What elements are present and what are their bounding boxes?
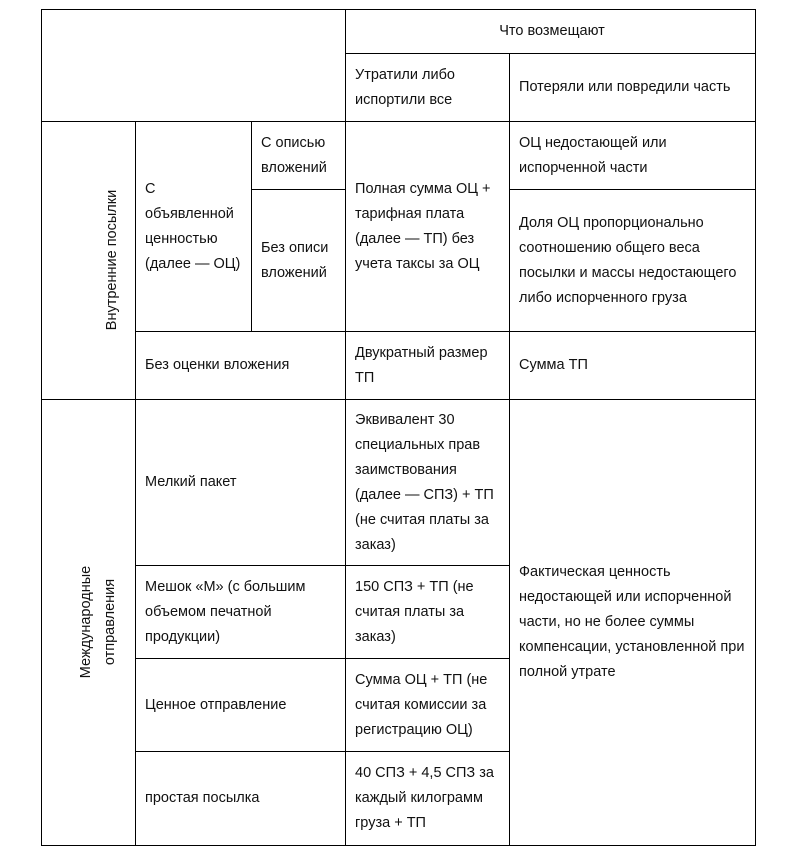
- intl-row-all-3: 40 СПЗ + 4,5 СПЗ за каждый килограмм груза + ТП: [346, 752, 510, 846]
- international-group-label: Международные отправления: [78, 565, 119, 679]
- declared-value-label: С объявленной ценностью (далее — ОЦ): [136, 122, 252, 332]
- intl-part-shared-cell: Фактическая ценность недостающей или испорченной части, но не более суммы компенсации, установленной при полной утрате: [510, 400, 756, 846]
- intl-row-all-0: Эквивалент 30 специальных прав заимствования (далее — СПЗ) + ТП (не считая платы за заказ): [346, 400, 510, 566]
- without-inventory-part-cell: Доля ОЦ пропорционально соотношению общего веса посылки и массы недостающего либо испорченного груза: [510, 190, 756, 332]
- domestic-group-cell: [42, 122, 136, 400]
- no-valuation-all-cell: Двукратный размер ТП: [346, 332, 510, 400]
- header-what-compensated: Что возмещают: [346, 10, 756, 54]
- international-group-cell: [42, 400, 136, 846]
- intl-row-label-1: Мешок «М» (с большим объемом печатной продукции): [136, 566, 346, 659]
- with-inventory-part-cell: ОЦ недостающей или испорченной части: [510, 122, 756, 190]
- no-valuation-part-cell: Сумма ТП: [510, 332, 756, 400]
- intl-row-all-2: Сумма ОЦ + ТП (не считая комиссии за регистрацию ОЦ): [346, 659, 510, 752]
- without-inventory-label: Без описи вложений: [252, 190, 346, 332]
- no-valuation-label: Без оценки вложения: [136, 332, 346, 400]
- domestic-group-label: Внутренние посылки: [104, 189, 121, 331]
- header-lost-part: Потеряли или повредили часть: [510, 54, 756, 122]
- with-inventory-label: С описью вложений: [252, 122, 346, 190]
- declared-value-all-cell: Полная сумма ОЦ + тарифная плата (далее — ТП) без учета таксы за ОЦ: [346, 122, 510, 332]
- empty-corner-cell: [42, 10, 346, 122]
- compensation-table: [41, 9, 756, 846]
- intl-row-label-2: Ценное отправление: [136, 659, 346, 752]
- header-lost-all: Утратили либо испортили все: [346, 54, 510, 122]
- intl-row-label-0: Мелкий пакет: [136, 400, 346, 566]
- intl-row-all-1: 150 СПЗ + ТП (не считая платы за заказ): [346, 566, 510, 659]
- intl-row-label-3: простая посылка: [136, 752, 346, 846]
